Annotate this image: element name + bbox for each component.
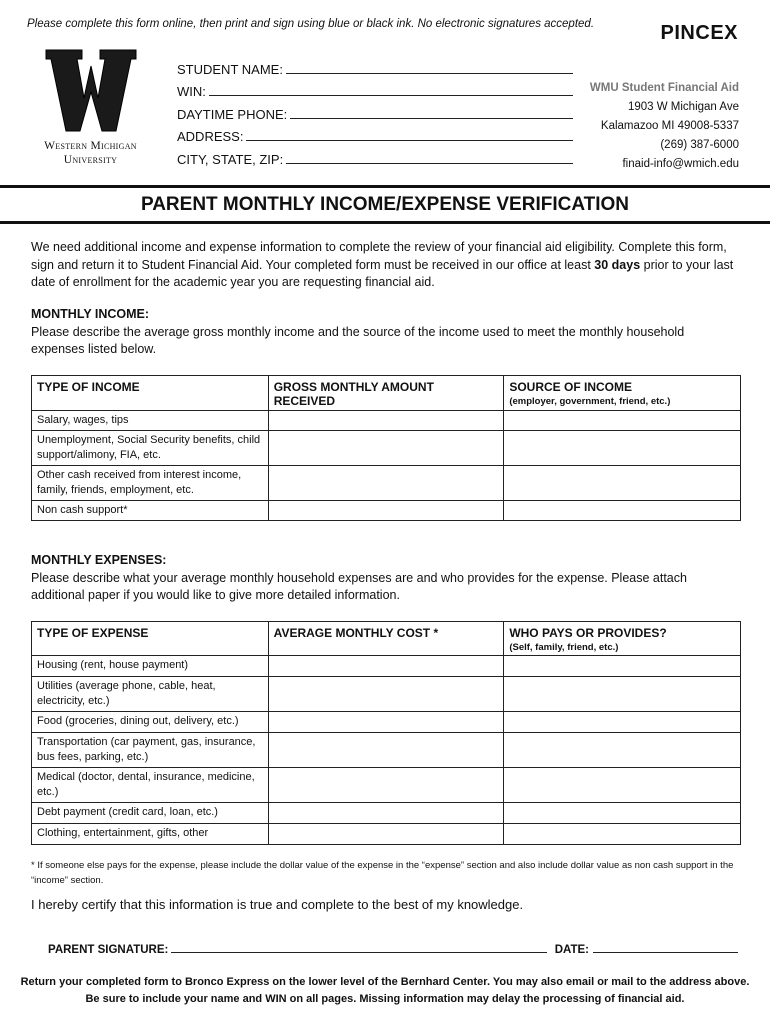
table-row xyxy=(32,712,741,733)
field-label: STUDENT NAME: xyxy=(177,61,283,77)
signature-row xyxy=(48,943,738,956)
income-type-cell: Other cash received from interest income, family, friends, employment, etc. xyxy=(32,466,269,501)
footer-instructions xyxy=(0,974,770,1008)
office-name: WMU Student Financial Aid xyxy=(589,82,739,94)
income-type-cell: Unemployment, Social Security benefits, child support/alimony, FIA, etc. xyxy=(32,431,269,466)
expense-payer-input[interactable] xyxy=(504,677,741,712)
expense-type-cell: Utilities (average phone, cable, heat, electricity, etc.) xyxy=(32,677,269,712)
field-label: CITY, STATE, ZIP: xyxy=(177,151,284,167)
expense-cost-input[interactable] xyxy=(268,733,504,768)
income-source-input[interactable] xyxy=(504,501,741,521)
date-line[interactable] xyxy=(593,943,738,953)
income-source-input[interactable] xyxy=(504,431,741,466)
table-row xyxy=(32,411,741,431)
expense-cost-input[interactable] xyxy=(268,768,504,803)
office-street: 1903 W Michigan Ave xyxy=(627,101,739,113)
office-phone: (269) 387-6000 xyxy=(660,139,739,151)
expense-cost-input[interactable] xyxy=(268,712,504,733)
university-name-line2: University xyxy=(63,154,118,166)
title-rule-bottom xyxy=(0,221,770,224)
col-source-label: SOURCE OF INCOME xyxy=(509,380,633,394)
intro-text-before: We need additional income and expense information to complete the review of your financial aid eligibility. Complete this form, sign and return it to Student Financial Aid. Your completed form must be received in our office at least xyxy=(31,240,727,272)
expenses-section xyxy=(31,552,741,605)
parent-signature-label: PARENT SIGNATURE: xyxy=(48,944,169,956)
expense-header-row xyxy=(32,622,741,656)
income-header-row xyxy=(32,376,741,411)
win-field[interactable] xyxy=(177,77,573,100)
win-input-line[interactable] xyxy=(209,84,573,96)
income-table-wrap xyxy=(31,375,741,521)
title-rule-top xyxy=(0,185,770,188)
table-row xyxy=(32,803,741,824)
table-row xyxy=(32,768,741,803)
intro-bold-deadline: 30 days xyxy=(594,257,641,272)
field-label: WIN: xyxy=(177,84,206,99)
expense-type-cell: Housing (rent, house payment) xyxy=(32,656,269,677)
expense-table-wrap xyxy=(31,621,741,845)
income-table xyxy=(31,375,741,521)
income-type-cell: Salary, wages, tips xyxy=(32,411,269,431)
col-type-of-expense: TYPE OF EXPENSE xyxy=(32,622,269,656)
income-description: Please describe the average gross monthly income and the source of the income used to meet the monthly household expenses listed below. xyxy=(31,324,685,356)
page-title: PARENT MONTHLY INCOME/EXPENSE VERIFICATION xyxy=(140,194,630,215)
income-type-cell: Non cash support* xyxy=(32,501,269,521)
income-amount-input[interactable] xyxy=(268,431,504,466)
income-source-input[interactable] xyxy=(504,411,741,431)
expense-type-cell: Clothing, entertainment, gifts, other xyxy=(32,824,269,845)
table-row xyxy=(32,824,741,845)
expense-type-cell: Debt payment (credit card, loan, etc.) xyxy=(32,803,269,824)
daytime-phone-input-line[interactable] xyxy=(290,107,573,119)
expense-payer-input[interactable] xyxy=(504,824,741,845)
table-row xyxy=(32,431,741,466)
date-label: DATE: xyxy=(554,944,589,956)
table-row xyxy=(32,656,741,677)
table-row xyxy=(32,733,741,768)
income-amount-input[interactable] xyxy=(268,466,504,501)
parent-signature-line[interactable] xyxy=(171,943,546,953)
student-info-fields xyxy=(177,54,573,167)
office-city: Kalamazoo MI 49008-5337 xyxy=(600,120,739,132)
expenses-heading: MONTHLY EXPENSES: xyxy=(31,553,167,567)
col-source-of-income xyxy=(504,376,741,411)
field-label: ADDRESS: xyxy=(177,129,244,144)
table-row xyxy=(32,501,741,521)
income-heading: MONTHLY INCOME: xyxy=(31,307,150,321)
form-notice: Please complete this form online, then print and sign using blue or black ink. No electronic signatures accepted. xyxy=(27,18,595,30)
expense-payer-input[interactable] xyxy=(504,768,741,803)
field-label: DAYTIME PHONE: xyxy=(177,106,288,122)
expense-type-cell: Medical (doctor, dental, insurance, medicine, etc.) xyxy=(32,768,269,803)
form-code: PINCEX xyxy=(660,22,738,44)
city-state-zip-field[interactable] xyxy=(177,144,573,167)
student-name-input-line[interactable] xyxy=(286,62,573,74)
office-address xyxy=(590,79,739,174)
col-who-pays xyxy=(504,622,741,656)
table-row xyxy=(32,466,741,501)
intro-paragraph xyxy=(31,239,741,292)
intro-text-after: prior to your last date of enrollment for the academic year you are requesting financial aid. xyxy=(31,257,734,289)
expense-cost-input[interactable] xyxy=(268,824,504,845)
expense-payer-input[interactable] xyxy=(504,733,741,768)
col-gross-monthly-amount: GROSS MONTHLY AMOUNT RECEIVED xyxy=(268,376,504,411)
table-row xyxy=(32,677,741,712)
expense-table xyxy=(31,621,741,845)
w-logo-icon xyxy=(44,48,138,133)
income-amount-input[interactable] xyxy=(268,411,504,431)
office-email: finaid-info@wmich.edu xyxy=(622,158,739,170)
income-source-input[interactable] xyxy=(504,466,741,501)
expense-cost-input[interactable] xyxy=(268,803,504,824)
address-field[interactable] xyxy=(177,122,573,145)
certification-statement: I hereby certify that this information is true and complete to the best of my knowledge. xyxy=(31,897,524,912)
daytime-phone-field[interactable] xyxy=(177,99,573,122)
col-who-pays-sub: (Self, family, friend, etc.) xyxy=(509,642,619,653)
expense-cost-input[interactable] xyxy=(268,656,504,677)
footer-line-1: Return your completed form to Bronco Express on the lower level of the Bernhard Center. You may also email or mail to the address above. xyxy=(20,976,750,988)
address-input-line[interactable] xyxy=(246,129,573,141)
income-section xyxy=(31,306,741,359)
expense-payer-input[interactable] xyxy=(504,656,741,677)
col-type-of-income: TYPE OF INCOME xyxy=(32,376,269,411)
expenses-description: Please describe what your average monthly household expenses are and who provides for the expense. Please attach additional paper if you would like to give more detailed information. xyxy=(31,570,687,602)
expense-type-cell: Food (groceries, dining out, delivery, etc.) xyxy=(32,712,269,733)
expense-footnote: * If someone else pays for the expense, please include the dollar value of the expense in the “expense” section and also include dollar value as non cash support in the “income” section. xyxy=(31,860,734,886)
university-name-line1: Western Michigan xyxy=(44,140,137,152)
col-source-sub: (employer, government, friend, etc.) xyxy=(509,396,671,407)
expense-payer-input[interactable] xyxy=(504,712,741,733)
income-amount-input[interactable] xyxy=(268,501,504,521)
wmu-logo xyxy=(28,48,153,167)
col-average-monthly-cost: AVERAGE MONTHLY COST * xyxy=(268,622,504,656)
col-who-pays-label: WHO PAYS OR PROVIDES? xyxy=(509,626,667,640)
expense-type-cell: Transportation (car payment, gas, insurance, bus fees, parking, etc.) xyxy=(32,733,269,768)
student-name-field[interactable] xyxy=(177,54,573,77)
footer-line-2: Be sure to include your name and WIN on all pages. Missing information may delay the processing of financial aid. xyxy=(85,993,685,1005)
city-state-zip-input-line[interactable] xyxy=(286,152,573,164)
expense-cost-input[interactable] xyxy=(268,677,504,712)
expense-payer-input[interactable] xyxy=(504,803,741,824)
